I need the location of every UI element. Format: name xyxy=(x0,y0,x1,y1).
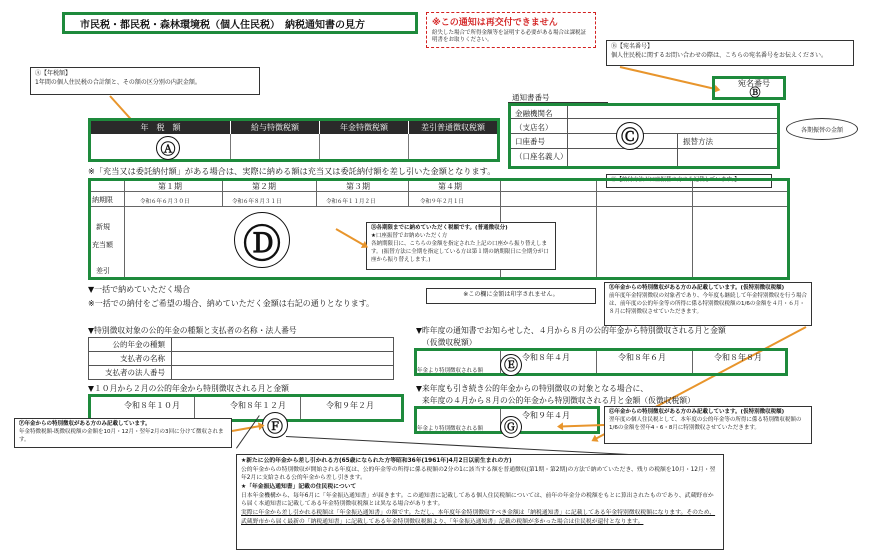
note-next-year-pension-head: Ⓖ年金からの特別徴収がある方のみ記載しています。(仮特別徴収税額) xyxy=(609,409,785,415)
prev-year-month-1: 令和８年４月 xyxy=(522,353,570,362)
fill-note: ※「充当又は委託納付額」がある場合は、実際に納める額は充当又は委託納付額を差し引いた金額となります。 xyxy=(88,166,496,176)
pension-type-value xyxy=(172,338,394,352)
mark-e: Ⓔ xyxy=(500,354,522,376)
period-4-header: 第４期 xyxy=(438,182,462,191)
lump-sum-heading: ▼一括で納めていただく場合 xyxy=(88,285,191,294)
periods-deadline-line xyxy=(91,206,787,207)
header-annual-tax: 年 税 額 xyxy=(91,121,230,134)
header-ordinary-tax: 差引普通徴収税額 xyxy=(409,121,497,134)
note-next-year-pension xyxy=(604,406,812,444)
next-year-row-label: 年金より特別徴収される額 xyxy=(417,426,484,432)
mark-f: Ⓕ xyxy=(262,412,288,438)
bank-divider-1 xyxy=(511,118,777,119)
payer-name-label: 支払者の名称 xyxy=(89,352,172,366)
periods-col-5 xyxy=(596,181,597,277)
oct-feb-col-1 xyxy=(194,397,195,419)
row-label-deadline: 納期限 xyxy=(92,196,113,204)
payer-corp-number-label: 支払者の法人番号 xyxy=(89,366,172,380)
note-period-tax xyxy=(366,222,556,270)
bank-divider-2 xyxy=(511,133,777,134)
mark-a: Ⓐ xyxy=(156,136,180,160)
oct-feb-heading: ▼１０月から２月の公的年金から特別徴収される月と金額 xyxy=(88,384,289,393)
prev-year-row-label: 年金より特別徴収される額 xyxy=(417,368,484,374)
prev-year-heading-1: ▼昨年度の通知書でお知らせした、４月から８月の公的年金から特別徴収される月と金額 xyxy=(416,326,726,335)
bank-divider-3 xyxy=(511,148,777,149)
note-oct-feb-pension-body: 年金特徴税額-既徴収税額の金額を10月・12月・翌年2月の3回に分けて徴収されます。 xyxy=(19,428,224,443)
note-oct-feb-pension-head: Ⓕ年金からの特別徴収がある方のみ記載しています。 xyxy=(19,421,151,427)
reissue-warning xyxy=(426,12,596,48)
note-new-pension xyxy=(236,454,724,550)
lump-sum-empty-note xyxy=(426,288,596,304)
note-period-tax-line1: ★口座振替でお納めいただく方 xyxy=(371,232,448,239)
periods-col-6 xyxy=(692,181,693,277)
oct-feb-month-3: 令和９年２月 xyxy=(326,401,374,410)
note-period-tax-head: Ⓓ各期限までに納めていただく税額です。(普通徴収分) xyxy=(371,225,508,231)
reissue-warning-body: 紛失した場合で所得金額等を証明する必要がある場合は課税証明書をお取りください。 xyxy=(432,30,587,44)
bank-divider-v xyxy=(567,106,568,166)
next-year-month: 令和９年４月 xyxy=(522,411,570,420)
address-number-label: 宛名番号 xyxy=(738,79,770,88)
note-period-tax-line2: 各納期限日に、こちらの金額を指定された上記の口座から振り替えします。(振替方法に全期を指定している方は第１期の納期限日に全期分が口座から振り替えします。) xyxy=(371,240,549,263)
lump-sum-empty-note-text: ※この欄に金額は印字されません。 xyxy=(463,291,559,298)
pension-table xyxy=(88,337,394,380)
mark-d: Ⓓ xyxy=(234,212,290,268)
oct-feb-col-2 xyxy=(300,397,301,419)
tax-col-div-1 xyxy=(230,134,231,159)
pension-type-label: 公的年金の種類 xyxy=(89,338,172,352)
oct-feb-month-1: 令和８年１０月 xyxy=(124,401,180,410)
reissue-warning-heading: ※この通知は再交付できません xyxy=(432,18,558,28)
note-provisional-pension-head: Ⓔ年金からの特別徴収がある方のみ記載しています。(仮特別徴収税額) xyxy=(609,285,785,291)
note-new-pension-line2: 公的年金からの特別徴収が開始される年度は、公的年金等の所得に係る税額の2分の1に該当する額を普通徴収(第1期・第2期)の方法で納めていただき、残りの税額を10月・12月・翌年2月に支給される公的年金から差し引きます。 xyxy=(241,466,716,482)
payer-name-value xyxy=(172,352,394,366)
periods-col-0 xyxy=(124,181,125,277)
account-number-label: 口座番号 xyxy=(515,137,545,146)
note-new-pension-line4: 日本年金機構から、毎年6月に「年金振込通知書」が届きます。この通知書に記載してある個人住民税額については、前年の年金分の税額をもとに算出されたものであり、武蔵野市から届く本通知書に記載してある年金特別徴収税額とは異なる場合があります。 xyxy=(241,492,714,508)
notice-number-label: 通知書番号 xyxy=(512,93,550,102)
header-pension-tax: 年金特徴税額 xyxy=(320,121,408,134)
note-address-number xyxy=(606,40,854,66)
note-annual-tax xyxy=(30,67,260,95)
prev-year-month-2: 令和８年６月 xyxy=(618,353,666,362)
mark-g: Ⓖ xyxy=(500,416,522,438)
arrow-b xyxy=(620,66,718,90)
note-oct-feb-pension xyxy=(14,418,232,448)
mark-b: Ⓑ xyxy=(749,86,761,99)
note-annual-tax-body: 1年間の個人住民税の合計額と、その額の区分別の内訳金額。 xyxy=(35,78,201,86)
period-1-header: 第１期 xyxy=(158,182,182,191)
mark-c: Ⓒ xyxy=(616,122,644,150)
note-new-pension-line5: 実際に年金から差し引かれる税額は「年金振込通知書」の額です。ただし、本年度年金特別徴収すべき金額は「納税通知書」に記載してある年金特別徴収税額になります。そのため、武蔵野市から届く最新の「納税通知書」に記載してある年金特別徴収税額より、「年金振込通知書」記載の税額が多かった場合は住民税が還付となります。 xyxy=(241,510,716,525)
bank-info-box xyxy=(508,103,780,169)
deadline-2: 令和６年８月３１日 xyxy=(232,199,282,205)
pension-heading: ▼特別徴収対象の公的年金の種類と支払者の名称・法人番号 xyxy=(88,326,297,335)
prev-year-heading-2: （仮徴収税額） xyxy=(422,338,477,347)
note-address-number-body: 個人住民税に関するお問い合わせの際は、こちらの宛名番号をお伝えください。 xyxy=(611,51,828,59)
next-year-heading-1: ▼来年度も引き続き公的年金からの特別徴収の対象となる場合に、 xyxy=(416,384,649,393)
note-provisional-pension-body: 前年度年金特別徴収の対象者であり、今年度も継続して年金特別徴収を行う場合は、前年度の公的年金等の所得に係る特別徴収税額の1/6の金額を４月・６月・８月に特別徴収させていただきます。 xyxy=(609,292,808,315)
note-next-year-pension-body: 翌年度の個人住民税として、本年度の公的年金等の所得に係る特別徴収税額の1/6の金額を翌年4・6・8月に特別徴収させていただきます。 xyxy=(609,416,802,431)
note-new-pension-line3: ★「年金振込通知書」記載の住民税について xyxy=(241,484,357,491)
period-2-header: 第２期 xyxy=(252,182,276,191)
row-label-new: 新規 xyxy=(96,223,110,231)
tax-col-div-2 xyxy=(319,134,320,159)
lump-sum-note: ※一括での納付をご希望の場合、納めていただく金額は右記の通りとなります。 xyxy=(88,299,375,308)
row-label-balance: 差引 xyxy=(96,267,110,275)
row-label-applied: 充当額 xyxy=(92,241,113,249)
header-salary-tax: 給与特徴税額 xyxy=(231,121,319,134)
bank-name-label: 金融機関名 xyxy=(515,109,553,118)
note-provisional-pension xyxy=(604,282,812,326)
prev-year-month-3: 令和８年８月 xyxy=(714,353,762,362)
note-new-pension-line1: ★新たに公的年金から差し引かれる方(65歳になられた方等昭和36年(1961年)4月2日以前生まれの方) xyxy=(241,458,512,464)
bank-divider-v2 xyxy=(677,133,678,166)
next-year-heading-2: 来年度の４月から８月の公的年金から特別徴収される月と金額（仮徴収税額） xyxy=(422,396,695,405)
oct-feb-month-2: 令和８年１２月 xyxy=(230,401,286,410)
bubble-transfer-amount xyxy=(786,118,858,140)
page-title: 市民税・都民税・森林環境税（個人住民税） 納税通知書の見方 xyxy=(80,20,365,31)
deadline-4: 令和９年２月１日 xyxy=(420,199,465,205)
prev-year-col-3 xyxy=(692,351,693,373)
account-holder-label: （口座名義人） xyxy=(515,152,568,161)
prev-year-col-2 xyxy=(596,351,597,373)
periods-col-2 xyxy=(316,181,317,206)
note-address-number-head: Ⓑ【宛名番号】 xyxy=(611,43,654,50)
deadline-3: 令和６年１１月２日 xyxy=(326,199,376,205)
period-3-header: 第３期 xyxy=(346,182,370,191)
payer-corp-number-value xyxy=(172,366,394,380)
bubble-transfer-amount-text: 各期振替の金額 xyxy=(800,126,843,134)
deadline-1: 令和６年６月３０日 xyxy=(140,199,190,205)
transfer-method-label: 振替方法 xyxy=(683,137,713,146)
note-annual-tax-head: Ⓐ【年税額】 xyxy=(35,70,72,77)
periods-col-3 xyxy=(408,181,409,206)
note-account-transfer-text: Ⓒ【納付方法が口座振替の方のみ記載しています。】 xyxy=(611,177,740,183)
periods-col-1 xyxy=(222,181,223,206)
tax-col-div-3 xyxy=(408,134,409,159)
branch-label: （支店名） xyxy=(515,123,553,132)
